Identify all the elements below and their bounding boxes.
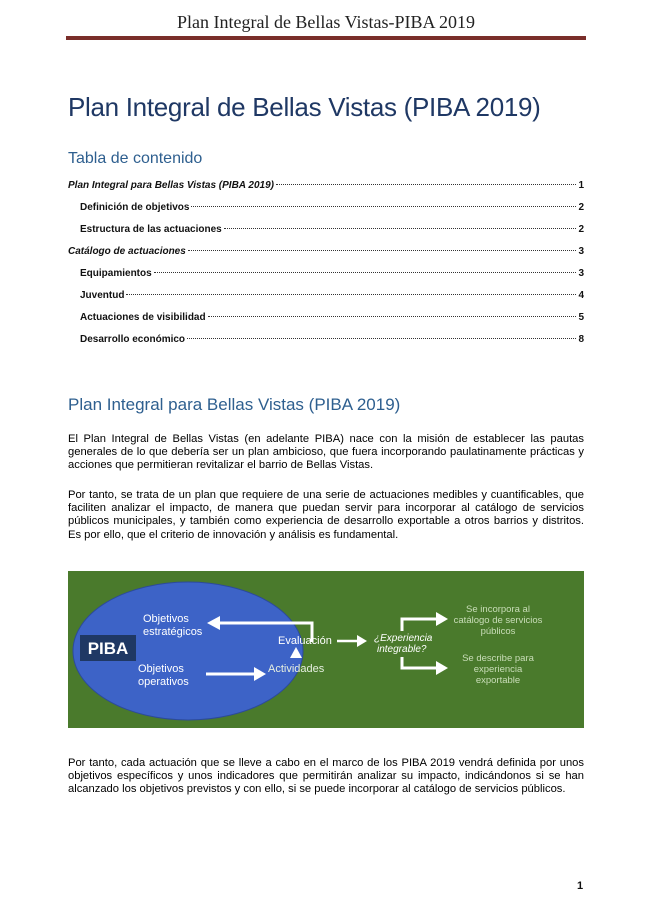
toc-heading: Tabla de contenido: [68, 150, 203, 167]
objetivos-operativos-line2: operativos: [138, 676, 189, 688]
toc-entry[interactable]: [68, 180, 584, 202]
toc-entry-label: Plan Integral para Bellas Vistas (PIBA 2019): [68, 180, 275, 191]
toc-entry-page: 3: [578, 246, 584, 257]
running-header: Plan Integral de Bellas Vistas-PIBA 2019: [176, 12, 476, 32]
header-rule: [66, 36, 586, 40]
toc-entry-page: 4: [578, 290, 584, 301]
toc-entry[interactable]: [68, 224, 584, 246]
document-title: Plan Integral de Bellas Vistas (PIBA 2019): [68, 92, 541, 122]
toc-entry[interactable]: [68, 334, 584, 356]
toc-entry-label: Desarrollo económico: [80, 334, 186, 345]
result-catalogo-line3: públicos: [480, 626, 516, 637]
experiencia-line1: ¿Experiencia: [374, 633, 433, 644]
objetivos-estrategicos-line1: Objetivos: [143, 613, 189, 625]
piba-diagram-svg: [68, 571, 584, 728]
actividades-label: Actividades: [268, 663, 325, 675]
result-exportable-line3: exportable: [475, 675, 521, 686]
section-heading: Plan Integral para Bellas Vistas (PIBA 2019): [68, 395, 401, 414]
experiencia-line2: integrable?: [377, 644, 427, 655]
result-catalogo-line1: Se incorpora al: [466, 604, 530, 615]
toc-leader: [276, 184, 576, 185]
toc-leader: [224, 228, 577, 229]
toc-entry-page: 1: [578, 180, 584, 191]
toc-entry[interactable]: [68, 246, 584, 268]
toc-leader: [208, 316, 577, 317]
toc-entry-page: 3: [578, 268, 584, 279]
toc-entry-page: 2: [578, 202, 584, 213]
body-paragraph: El Plan Integral de Bellas Vistas (en adelante PIBA) nace con la misión de establecer las pautas generales de lo que debería ser un plan ambicioso, que fuera incorporando paulatinamente prácticas y acciones que permitieran revitalizar el barrio de Bellas Vistas.: [68, 433, 584, 472]
objetivos-operativos-line1: Objetivos: [138, 663, 184, 675]
toc-entry-label: Catálogo de actuaciones: [68, 246, 186, 257]
toc-leader: [126, 294, 576, 295]
toc-entry-page: 8: [578, 334, 584, 345]
toc-entry-label: Juventud: [80, 290, 125, 301]
toc-entry[interactable]: [68, 202, 584, 224]
toc-leader: [191, 206, 576, 207]
toc-entry-label: Equipamientos: [80, 268, 152, 279]
piba-diagram: [68, 571, 584, 728]
toc-entry-label: Estructura de las actuaciones: [80, 224, 222, 235]
body-paragraph: Por tanto, se trata de un plan que requiere de una serie de actuaciones medibles y cuantificables, que faciliten analizar el impacto, de manera que puedan servir para incorporar al catálogo de servicios públicos municipales, y también como experiencia de desarrollo exportable a otros barrios y distritos. Es por ello, que el criterio de innovación y análisis es fundamental.: [68, 489, 584, 541]
toc-entry[interactable]: [68, 268, 584, 290]
page-number: 1: [577, 880, 584, 892]
toc-entry-label: Actuaciones de visibilidad: [80, 312, 206, 323]
result-exportable-line1: Se describe para: [462, 653, 534, 664]
toc-entry[interactable]: [68, 312, 584, 334]
result-catalogo-line2: catálogo de servicios: [453, 615, 543, 626]
toc-entry-label: Definición de objetivos: [80, 202, 190, 213]
table-of-contents: [68, 180, 584, 356]
toc-entry-page: 5: [578, 312, 584, 323]
body-paragraph: Por tanto, cada actuación que se lleve a cabo en el marco de los PIBA 2019 vendrá definida por unos objetivos específicos y unos indicadores que permitirán analizar su impacto, indicándonos si se han alcanzado los objetivos previstos y con ello, si se puede incorporar al catálogo de servicios públicos.: [68, 757, 584, 796]
result-exportable-line2: experiencia: [473, 664, 523, 675]
toc-leader: [187, 338, 576, 339]
toc-entry-page: 2: [578, 224, 584, 235]
objetivos-estrategicos-line2: estratégicos: [143, 626, 203, 638]
piba-label: PIBA: [87, 639, 129, 658]
toc-entry[interactable]: [68, 290, 584, 312]
toc-leader: [188, 250, 577, 251]
toc-leader: [154, 272, 577, 273]
evaluacion-label: Evaluación: [278, 635, 332, 647]
